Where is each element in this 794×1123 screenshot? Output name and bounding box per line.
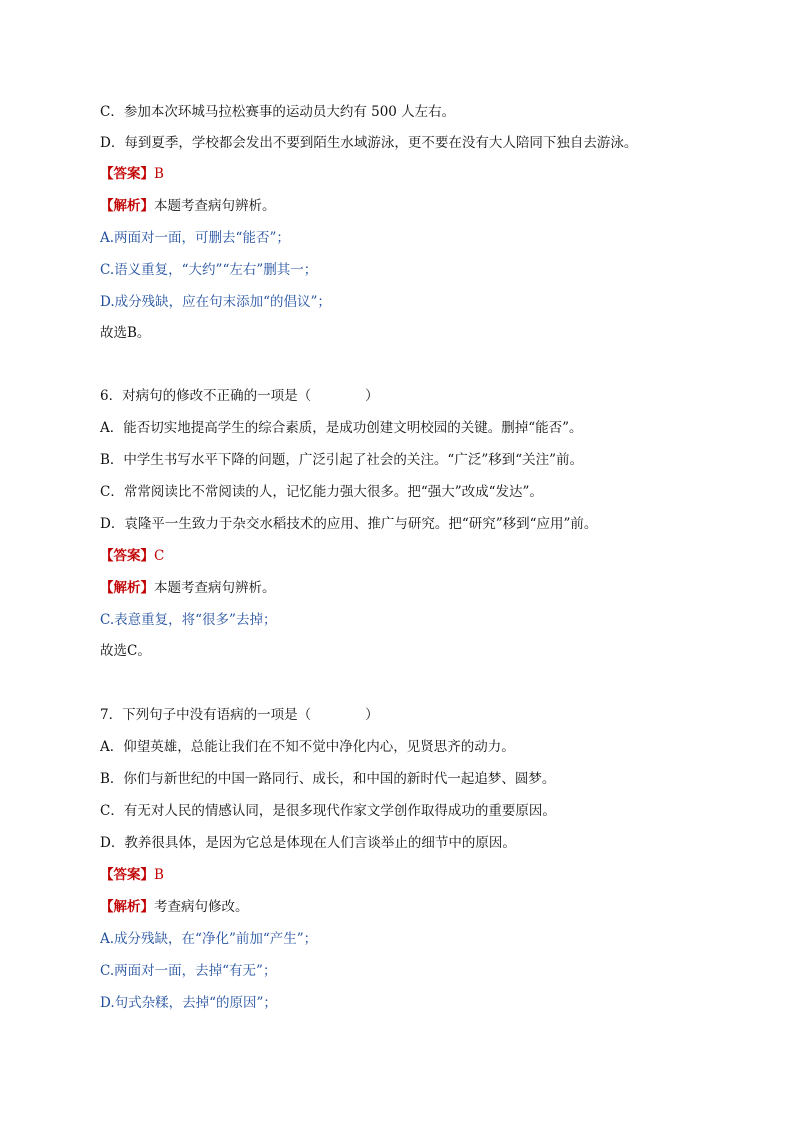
q7-option-a: A．仰望英雄，总能让我们在不知不觉中净化内心，见贤思齐的动力。 (100, 739, 515, 755)
q7-explanation-d: D.句式杂糅，去掉“的原因”； (100, 995, 277, 1011)
answer-value: B (154, 867, 164, 883)
q6-analysis (100, 578, 720, 598)
q5-analysis (100, 196, 720, 216)
analysis-tag: 【解析】 (100, 198, 154, 214)
q5-option-c: C．参加本次环城马拉松赛事的运动员大约有 500 人左右。 (100, 104, 456, 120)
analysis-text: 考查病句修改。 (154, 899, 249, 915)
q7-option-c: C．有无对人民的情感认同，是很多现代作家文学创作取得成功的重要原因。 (100, 803, 556, 819)
q6-conclusion: 故选C。 (100, 643, 151, 659)
q5-explanation-d: D.成分残缺，应在句末添加“的倡议”； (100, 294, 331, 310)
q7-explanation-a: A.成分残缺，在“净化”前加“产生”； (100, 931, 318, 947)
q7-option-b: B．你们与新世纪的中国一路同行、成长，和中国的新时代一起追梦、圆梦。 (100, 771, 556, 787)
q7-explanation-c: C.两面对一面，去掉“有无”； (100, 963, 277, 979)
q7-answer (100, 865, 720, 885)
answer-value: B (154, 166, 164, 182)
q5-conclusion: 故选B。 (100, 325, 151, 341)
answer-tag: 【答案】 (100, 548, 154, 564)
q6-explanation-c: C.表意重复，将“很多”去掉； (100, 612, 277, 628)
analysis-tag: 【解析】 (100, 899, 154, 915)
q6-option-a: A．能否切实地提高学生的综合素质，是成功创建文明校园的关键。删掉“能否”。 (100, 420, 583, 436)
q5-explanation-a: A.两面对一面，可删去“能否”； (100, 230, 290, 246)
q5-option-d: D．每到夏季，学校都会发出不要到陌生水域游泳，更不要在没有大人陪同下独自去游泳。 (100, 135, 638, 151)
q6-answer (100, 546, 720, 566)
q7-analysis (100, 897, 720, 917)
analysis-text: 本题考查病句辨析。 (154, 198, 276, 214)
analysis-text: 本题考查病句辨析。 (154, 580, 276, 596)
q7-stem: 7．下列句子中没有语病的一项是（ ） (100, 707, 379, 723)
q6-option-b: B．中学生书写水平下降的问题，广泛引起了社会的关注。“广泛”移到“关注”前。 (100, 452, 584, 468)
q5-answer (100, 164, 720, 184)
answer-tag: 【答案】 (100, 166, 154, 182)
answer-tag: 【答案】 (100, 867, 154, 883)
q7-option-d: D．教养很具体，是因为它总是体现在人们言谈举止的细节中的原因。 (100, 835, 516, 851)
analysis-tag: 【解析】 (100, 580, 154, 596)
q6-stem: 6．对病句的修改不正确的一项是（ ） (100, 388, 379, 404)
q5-explanation-c: C.语义重复，“大约”“左右”删其一； (100, 262, 318, 278)
q6-option-c: C．常常阅读比不常阅读的人，记忆能力强大很多。把“强大”改成“发达”。 (100, 484, 543, 500)
q6-option-d: D．袁隆平一生致力于杂交水稻技术的应用、推广与研究。把“研究”移到“应用”前。 (100, 516, 598, 532)
answer-value: C (154, 548, 165, 564)
